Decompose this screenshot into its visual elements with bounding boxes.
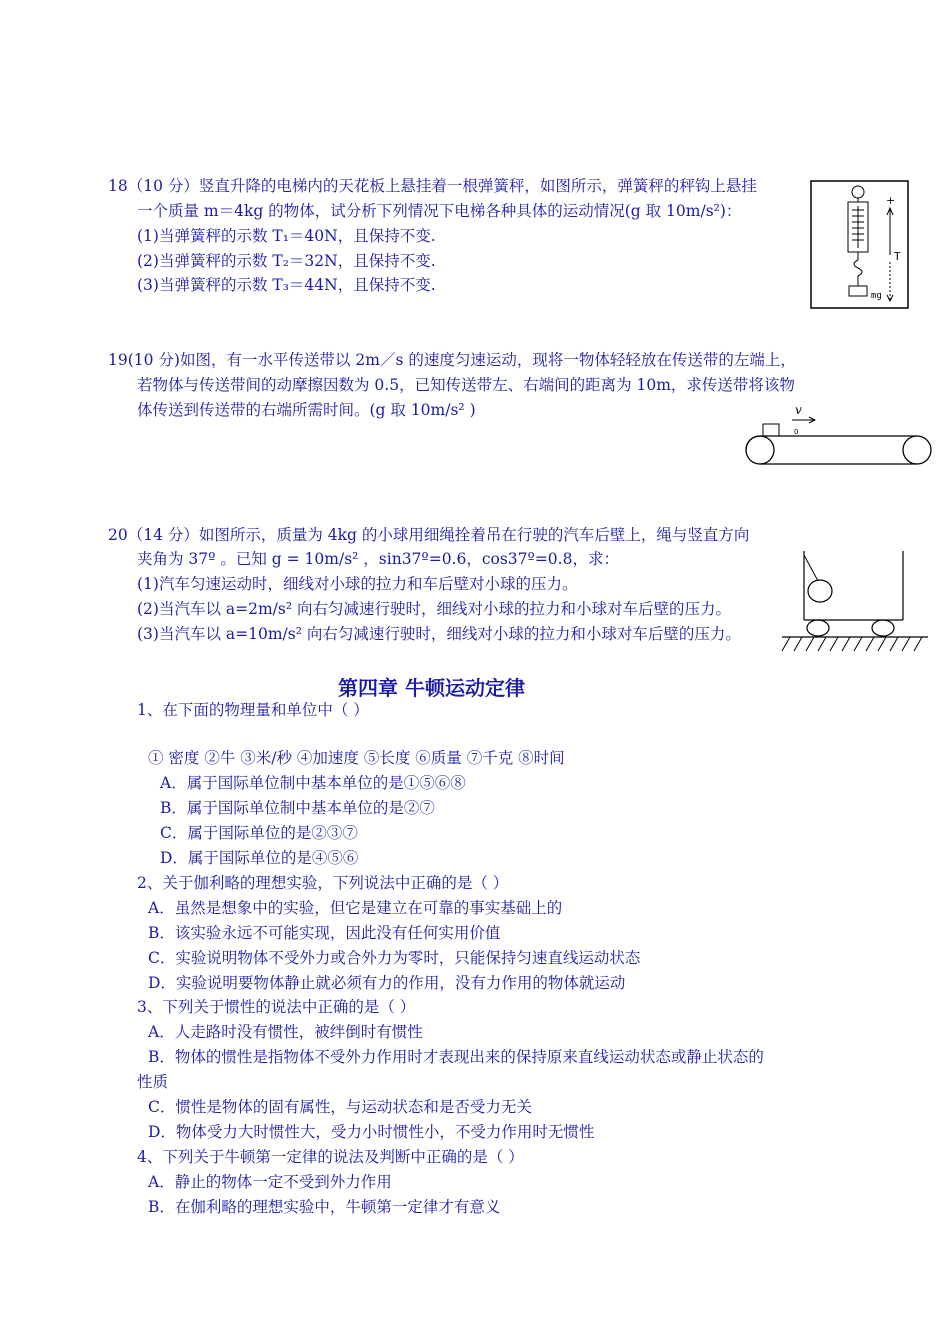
q18-line-4: (2)当弹簧秤的示数 T₂＝32N，且保持不变.	[137, 252, 436, 270]
mc3-option-c: C．惯性是物体的固有属性，与运动状态和是否受力无关	[148, 1098, 532, 1116]
mc1-option-a: A．属于国际单位制中基本单位的是①⑤⑥⑧	[160, 774, 466, 792]
mc4-option-b: B．在伽利略的理想实验中，牛顿第一定律才有意义	[148, 1198, 501, 1216]
q18-line-2: 一个质量 m＝4kg 的物体，试分析下列情况下电梯各种具体的运动情况(g 取 10m/s²)：	[137, 202, 742, 220]
q18-line-1: 18（10 分）竖直升降的电梯内的天花板上悬挂着一根弹簧秤，如图所示，弹簧秤的秤钩上悬挂	[108, 177, 757, 195]
mc2-option-b: B．该实验永远不可能实现，因此没有任何实用价值	[148, 924, 501, 942]
scale-ticks	[852, 206, 864, 248]
front-wheel	[872, 620, 894, 636]
mc1-option-b: B．属于国际单位制中基本单位的是②⑦	[160, 799, 435, 817]
rear-wheel	[807, 620, 829, 636]
elevator-spring-scale-figure	[810, 180, 910, 310]
mc3-option-b-line-2: 性质	[137, 1073, 169, 1091]
plus-label: +	[886, 194, 896, 207]
q18-line-5: (3)当弹簧秤的示数 T₃＝44N，且保持不变.	[137, 276, 436, 294]
q19-line-3: 体传送到传送带的右端所需时间。(g 取 10m/s² )	[137, 401, 476, 419]
mc4-stem: 4、下列关于牛顿第一定律的说法及判断中正确的是（ ）	[137, 1148, 524, 1166]
mc3-stem: 3、下列关于惯性的说法中正确的是（ ）	[137, 998, 416, 1016]
mc2-stem: 2、关于伽利略的理想实验，下列说法中正确的是（ ）	[137, 874, 509, 892]
q20-line-5: (3)当汽车以 a=10m/s² 向右匀减速行驶时，细线对小球的拉力和小球对车后壁的压力。	[137, 625, 741, 643]
q20-line-2: 夹角为 37º 。已知 g = 10m/s² ，sin37º=0.6，cos37º=0.8，求：	[137, 550, 619, 568]
string	[804, 555, 818, 581]
mc1-items: ① 密度 ②牛 ③米/秒 ④加速度 ⑤长度 ⑥质量 ⑦千克 ⑧时间	[148, 749, 565, 767]
mass-block	[849, 286, 867, 296]
mc1-option-d: D．属于国际单位的是④⑤⑥	[160, 849, 359, 867]
mc3-option-b-line-1: B．物体的惯性是指物体不受外力作用时才表现出来的保持原来直线运动状态或静止状态的	[148, 1048, 764, 1066]
chapter-title: 第四章 牛顿运动定律	[338, 676, 525, 700]
q19-line-1: 19(10 分)如图，有一水平传送带以 2m／s 的速度匀速运动，现将一物体轻轻放在传送带的左端上，	[108, 351, 796, 369]
car-pendulum-figure	[778, 545, 933, 657]
hook-ring	[852, 186, 864, 198]
right-pulley	[903, 436, 931, 464]
tension-label: T	[894, 250, 901, 263]
weight-label: mg	[871, 291, 882, 301]
velocity-subscript: 0	[794, 428, 799, 436]
mc2-option-c: C．实验说明物体不受外力或合外力为零时，只能保持匀速直线运动状态	[148, 949, 641, 967]
mc2-option-a: A．虽然是想象中的实验，但它是建立在可靠的事实基础上的	[148, 899, 563, 917]
q18-line-3: (1)当弹簧秤的示数 T₁＝40N，且保持不变.	[137, 227, 436, 245]
q20-line-3: (1)汽车匀速运动时，细线对小球的拉力和车后壁对小球的压力。	[137, 575, 578, 593]
mc1-option-c: C．属于国际单位的是②③⑦	[160, 824, 358, 842]
ground-hatching	[782, 637, 922, 651]
scale-hook	[854, 252, 862, 286]
mc3-option-d: D．物体受力大时惯性大，受力小时惯性小，不受力作用时无惯性	[148, 1123, 595, 1141]
conveyor-belt-figure	[742, 400, 937, 470]
q20-line-1: 20（14 分）如图所示，质量为 4kg 的小球用细绳拴着吊在行驶的汽车后壁上，绳与竖直方向	[108, 526, 750, 544]
velocity-label: v	[795, 403, 802, 417]
mc3-option-a: A．人走路时没有惯性，被绊倒时有惯性	[148, 1023, 423, 1041]
block-on-belt	[763, 424, 779, 436]
mc4-option-a: A．静止的物体一定不受到外力作用	[148, 1173, 392, 1191]
q20-line-4: (2)当汽车以 a=2m/s² 向右匀减速行驶时，细线对小球的拉力和小球对车后壁的压力。	[137, 600, 731, 618]
ball	[808, 580, 832, 602]
mc2-option-d: D．实验说明要物体静止就必须有力的作用，没有力作用的物体就运动	[148, 974, 626, 992]
q19-line-2: 若物体与传送带间的动摩擦因数为 0.5，已知传送带左、右端间的距离为 10m，求传送带将该物	[137, 376, 795, 394]
mc1-stem: 1、在下面的物理量和单位中（ ）	[137, 701, 369, 719]
